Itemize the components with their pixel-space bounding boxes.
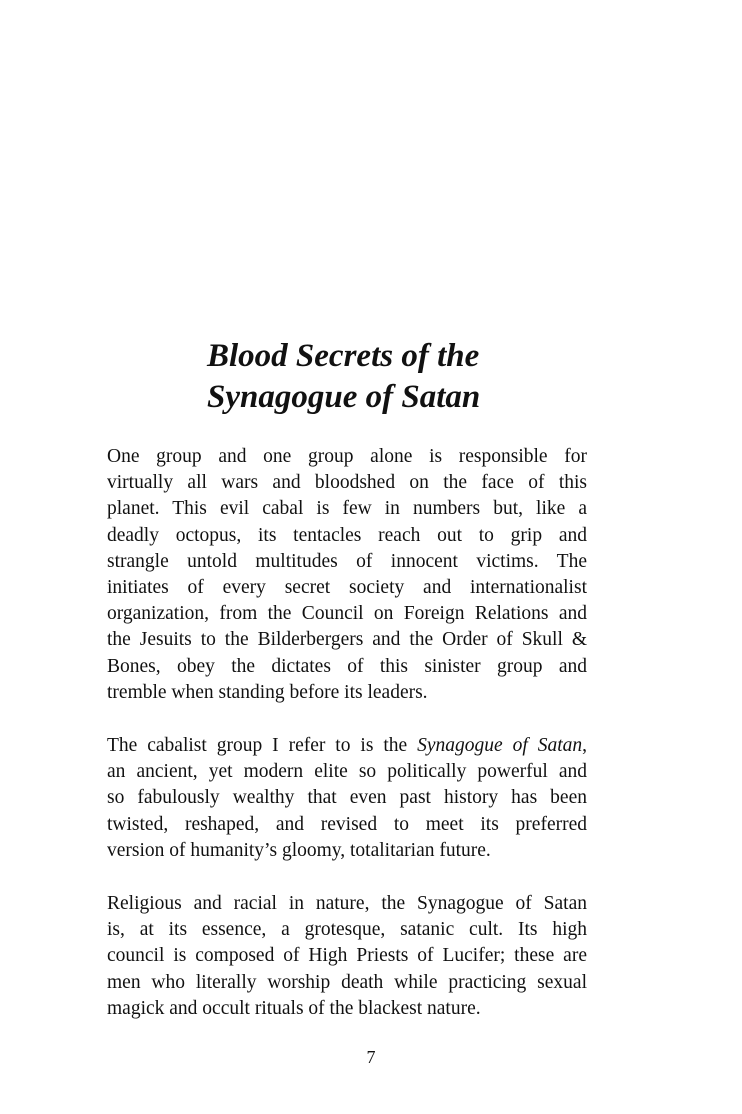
text-line: the Jesuits to the Bilderbergers and the Order of Skull & <box>107 629 587 651</box>
text-line <box>107 733 587 759</box>
text-line: planet. This evil cabal is few in numbers but, like a <box>107 498 587 520</box>
page-number: 7 <box>366 1047 376 1067</box>
text-line: men who literally worship death while practicing sexual <box>107 971 587 993</box>
chapter-title <box>207 336 627 418</box>
text-line: tremble when standing before its leaders. <box>107 681 428 703</box>
text-line: deadly octopus, its tentacles reach out to grip and <box>107 524 587 546</box>
text-line: version of humanity’s gloomy, totalitarian future. <box>107 839 491 861</box>
text-line: so fabulously wealthy that even past history has been <box>107 787 587 809</box>
italic-book-term: Synagogue of Satan <box>417 735 583 757</box>
paragraph-2 <box>107 733 587 864</box>
text-line: magick and occult rituals of the blackest nature. <box>107 997 481 1019</box>
text-line: Religious and racial in nature, the Synagogue of Satan <box>107 893 587 915</box>
text-line: organization, from the Council on Foreign Relations and <box>107 603 587 625</box>
text-line: strangle untold multitudes of innocent victims. The <box>107 550 587 572</box>
paragraph-3 <box>107 891 587 1022</box>
text-segment: , <box>582 735 587 757</box>
body-text <box>107 444 587 1049</box>
paragraph-1 <box>107 444 587 706</box>
text-line: One group and one group alone is responsible for <box>107 446 587 467</box>
text-line: initiates of every secret society and internationalist <box>107 577 587 599</box>
chapter-title-line-1: Blood Secrets of the <box>207 338 480 374</box>
text-line: twisted, reshaped, and revised to meet its preferred <box>107 813 587 835</box>
text-line: council is composed of High Priests of Lucifer; these are <box>107 945 587 967</box>
text-line: is, at its essence, a grotesque, satanic cult. Its high <box>107 919 587 941</box>
text-line: an ancient, yet modern elite so politically powerful and <box>107 761 587 783</box>
chapter-title-line-2: Synagogue of Satan <box>207 379 481 415</box>
text-segment: The cabalist group I refer to is the <box>107 735 418 757</box>
text-line: Bones, obey the dictates of this sinister group and <box>107 655 587 677</box>
text-line: virtually all wars and bloodshed on the face of this <box>107 472 587 494</box>
